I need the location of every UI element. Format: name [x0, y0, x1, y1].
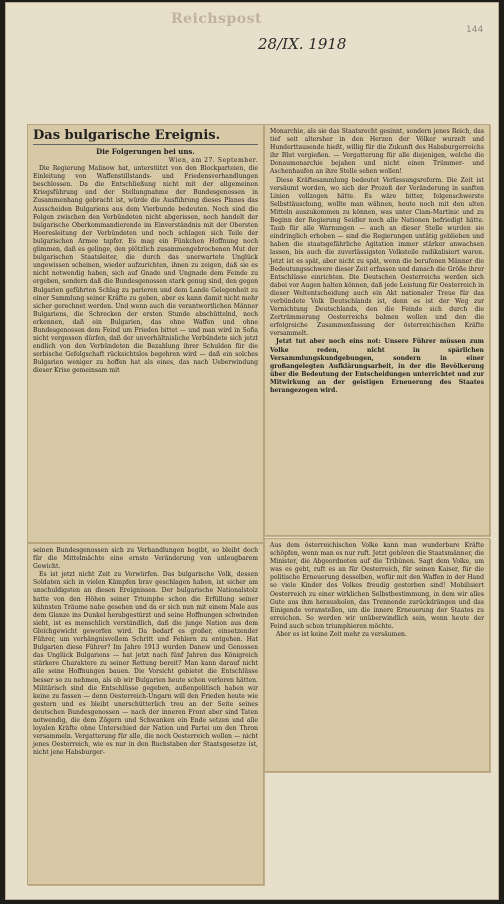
- page-number: 144: [466, 25, 484, 35]
- clipping-column-1: [27, 124, 264, 543]
- col4-paragraph-1: Aus dem österreichischen Volke kann man wunderbare Kräfte schöpfen, wenn man es nur ruft. Jetzt gehören die Staatsmänner, die Minister, die Abgeordneten auf die Tribünen. Sagt dem Volke, um was es geht, ruft es an für Oesterreich, für seinen Kaiser, für die politische Erneuerung desselben, wofür mit den Waffen in der Hand so viele Kinder des Volkes freudig gestorben sind! Mobilisiert Oesterreich zu einer wirklichen Selbstbestimmung, in dem wir alles Gute aus ihm herausholen, das Trennende zurückdrängen und das Einigende voranstellen, um die innere Erneuerung der Staates zu erreichen. So werden wir unüberwindlich sein, wenn heute der Feind auch schon triumphieren möchte.: [270, 542, 484, 630]
- col3-paragraph-1: seinen Bundesgenossen sich zu Verhandlungen begibt, so bleibt doch für die Mittelmächte eine ernste Veränderung von unleugbarem Gewicht.: [33, 547, 258, 571]
- col1-paragraph-1: Die Regierung Malinow hat, unterstützt von den Blockparteien, die Einleitung von Waffenstillstands- und Friedensverhandlungen beschlossen. Da die Entschließung nicht mit der allgemeinen Kriegsführung und der Stellungnahme der Bundesgenossen in Zusammenhang gebracht ist, würde die Ausführung dieses Planes das Ausscheiden Bulgariens aus dem Vierbunde bedeuten. Noch sind die Folgen zwischen den Verbündeten nicht abgerissen, noch handelt der bulgarische Oberkommandierende im Einverständnis mit der Obersten Heeresleitung der Verbündeten und noch schlagen sich Teile der bulgarischen Armee tapfer. Es mag ein Fünkchen Hoffnung noch glimmen, daß es gelinge, den plötzlich zusammengebrochenen Mut der bulgarischen Staatsleiter, die durch das unerwartete Unglück ungewissen scheinen, wieder aufzurichten, ihnen zu zeigen, daß sie es nicht notwendig haben, sich auf Gnade und Ungnade dem Feinde zu ergeben, sondern daß die Bundesgenossen stark genug sind, den gegen Bulgarien geführten Schlag zu parieren und dem Lande Gelegenheit zu einer Sammlung seiner Kräfte zu geben, aber es kann damit nicht mehr sicher gerechnet werden. Und wenn auch die verantwortlichen Männer Bulgariens, die Schrecken der ersten Stunde abschüttelnd, noch erkennen, daß ein Bulgarien, das ohne Waffen und ohne Bundesgenossen dem Feind um Frieden bittet — und man wird in Sofia nicht vergessen dürfen, daß der unverhältnisliche Verbündete sich jetzt endlich von den Verbündeten die Bezahlung ihrer Schulden für die serbische Gefolgschaft rücksichtslos begehren wird — daß ein solches Bulgarien weniger zu hoffen hat als eines, das nach Ueberwindung dieser Krise gemeinsam mit: [33, 165, 258, 375]
- clipping-column-3: [27, 543, 264, 885]
- handwritten-date: 28/IX. 1918: [258, 35, 347, 53]
- newspaper-stamp: Reichspost: [171, 11, 262, 27]
- article-subtitle: Die Folgerungen bei uns.: [96, 147, 195, 156]
- col3-paragraph-2: Es ist jetzt nicht Zeit zu Vorwürfen. Das bulgarische Volk, dessen Soldaten sich in vielen Kämpfen brav geschlagen haben, ist sicher am unschuldigsten an diesen Ereignissen. Der bulgarische Nationalstolz hatte von den Höhen seiner Triumphe schon die Erfüllung seiner kühnsten Träume nahe gesehen und da er sich nun mit einem Male aus dem Glanze ins Dunkel herabgestürzt und seine Hoffnungen schwinden sieht, ist es menschlich verständlich, daß die junge Nation aus dem Gleichgewicht geworfen wird. Da bedarf es großer, einsetzender Führer, um verhängnisvollem Schritt und Fehlern zu entgehen. Hat Bulgarien diese Führer? Im Jahre 1913 wurden Danew und Genossen das Unglück Bulgariens — hat jetzt nach fünf Jahren das Königreich stärkere Charaktere zu seiner Rettung bereit? Man kann darauf nicht alle seine Hoffnungen bauen. Die Vorsicht gebietet die Entschlüsse besser so zu nehmen, als ob wir Bulgarien heute schon verloren hätten. Militärisch sind die Entschlüsse gegeben, außenpolitisch haben wir keine zu fassen — denn Oesterreich-Ungarn will den Frieden heute wie gestern und es bleibt unerschütterlich treu an der Seite seines deutschen Bundesgenossen — nach der inneren Front aber sind Taten notwendig, die dem Zögern und Schwanken ein Ende setzen und alle loyalen Kräfte ohne Unterschied der Nation und Partei um den Thron versammeln. Vergatterung für alle, die noch Oesterreich wollen — nicht jenes Oesterreich, wie es nur in den Buchstaben der Staatsgesetze ist, nicht jene Habsburger-: [33, 571, 258, 757]
- clipping-column-4: [264, 538, 490, 772]
- col2-paragraph-1: Monarchie, als sie das Staatsrecht gesinnt, sondern jenes Reich, das tief seit altersher in den Herzen der Völker wurzelt und Hunderttausende hießt, willig für die Zukunft des Habsburgerreichs ihr Blut vergießen. — Vergatterung für alle diejenigen, welche die Donaumonarchie bejahen und nicht einen Trümmer- und Aschenhaufen an ihre Stelle sehen wollen!: [270, 128, 484, 176]
- col4-paragraph-2: Aber es ist keine Zeit mehr zu versäumen.: [276, 631, 407, 639]
- col2-paragraph-2: Diese Kräftesammlung bedeutet Verfassungsreform. Die Zeit ist versäumt worden, wo sich der Prozeß der Veränderung in sanften Linien vollzogen hätte. Es wäre bitter, folgenschwerste Selbsttäuschung, wollte man wähnen, heute noch mit den alten Mitteln auszukommen zu können, was unter Clam-Martinic und zu Beginn der Regierung Seidler noch alle Nationen befriedigt hätte. Taub für alle Warnungen — auch an dieser Stelle wurden sie eindringlich erhoben — sind die Regierungen untätig geblieben und haben die staatsgefährliche Agitation immer stärker anwachsen lassen, bis auch die zuverlässigsten Volksteile radikalisiert waren. Jetzt ist es spät, aber nicht zu spät, wenn die berufenen Männer die Bedeutungsschwere dieser Zeit erfassen und danach die Größe ihrer Entschlüsse einrichten. Die Deutschen Oesterreichs werden sich dabei vor Augen halten können, daß jede Leistung für Oesterreich in dieser Weltentscheidung auch ein Akt nationaler Treue für das verbündete Volk Deutschlands ist, denn es ist der Weg zur Vernichtung Deutschlands, den die Feinde sich durch die Zertrümmerung Oesterreichs bahnen wollen und den die erfolgreiche Zusammenfassung der österreichischen Kräfte versammelt.: [270, 176, 484, 338]
- article-title: Das bulgarische Ereignis.: [33, 128, 258, 145]
- article-dateline: Wien, am 27. September.: [168, 157, 258, 164]
- clipping-column-2: [264, 124, 490, 536]
- col2-paragraph-3: Jetzt tut aber noch eins not: Unsere Führer müssen zum Volke reden, nicht in spärlichen Versammlungskundgebungen, sondern in einer großangelegten Aufklärungsarbeit, in der die Bevölkerung über die Bedeutung der Entscheidungen unterrichtet und zur Mitwirkung an der geistigen Erneuerung des Staates herangezogen wird.: [270, 338, 484, 394]
